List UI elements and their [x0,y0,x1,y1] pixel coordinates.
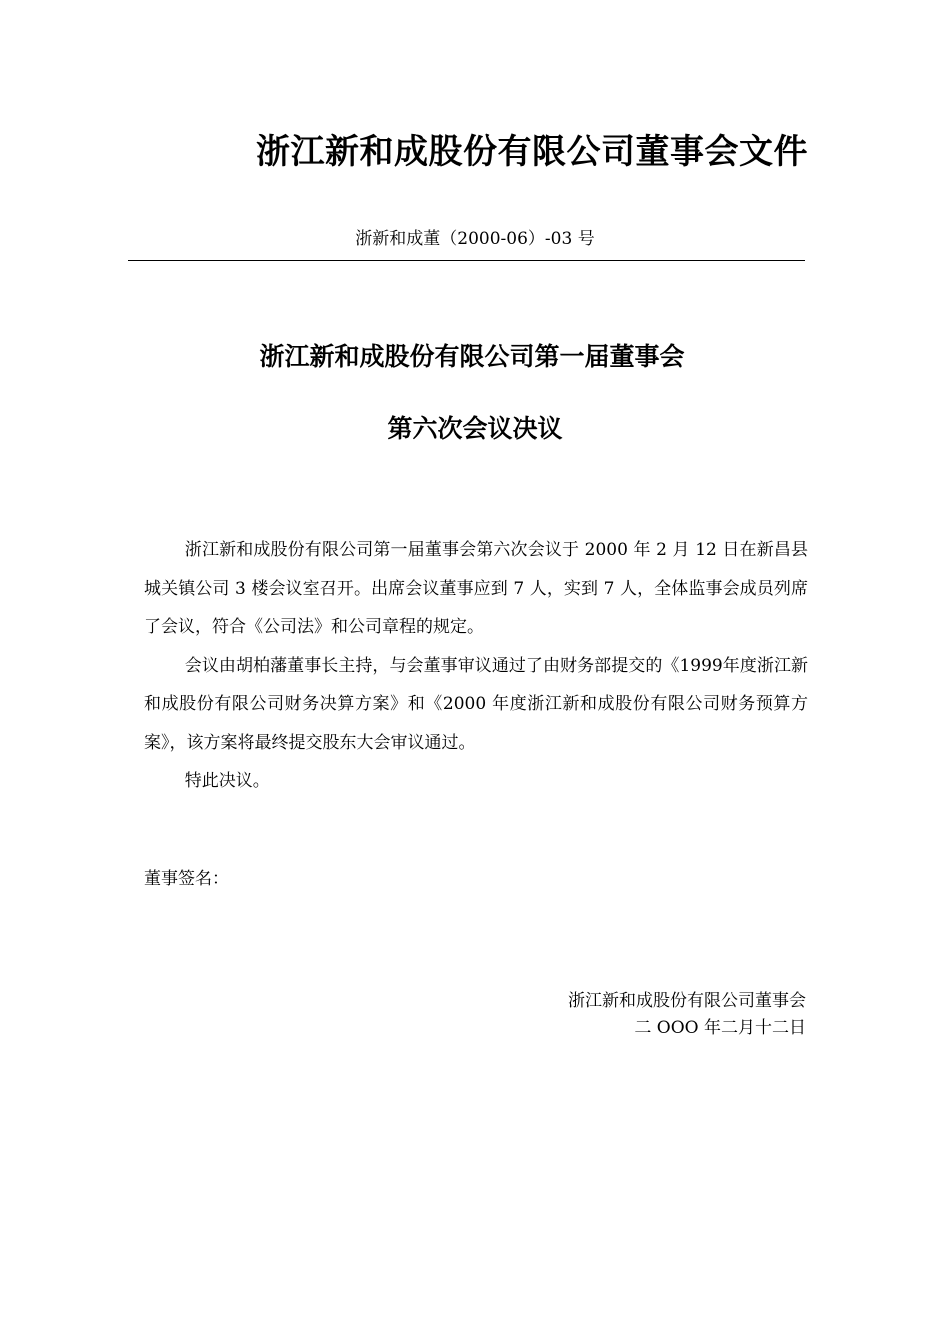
body-paragraph-meeting-details: 浙江新和成股份有限公司第一届董事会第六次会议于 2000 年 2 月 12 日在新昌县城关镇公司 3 楼会议室召开。出席会议董事应到 7 人，实到 7 人，全体监事会成员列席了会议，符合《公司法》和公司章程的规定。 [144,540,808,637]
body-paragraph-conclusion: 特此决议。 [184,771,270,791]
subject-title-line-1: 浙江新和成股份有限公司第一届董事会 [259,342,685,371]
closing-block [568,988,806,1042]
body-paragraph-resolution: 会议由胡柏藩董事长主持，与会董事审议通过了由财务部提交的《1999年度浙江新和成股份有限公司财务决算方案》和《2000 年度浙江新和成股份有限公司财务预算方案》，该方案将最终提交股东大会审议通过。 [144,655,808,753]
resolution-body [144,531,808,801]
header-divider [128,260,805,261]
document-header-title: 浙江新和成股份有限公司董事会文件 [256,132,808,172]
document-number: 浙新和成董（2000-06）-03 号 [355,229,595,249]
closing-organization: 浙江新和成股份有限公司董事会 [568,991,806,1011]
subject-title-line-2: 第六次会议决议 [387,414,563,443]
closing-date: 二 OOO 年二月十二日 [634,1018,806,1038]
director-signature-label: 董事签名： [144,869,229,889]
